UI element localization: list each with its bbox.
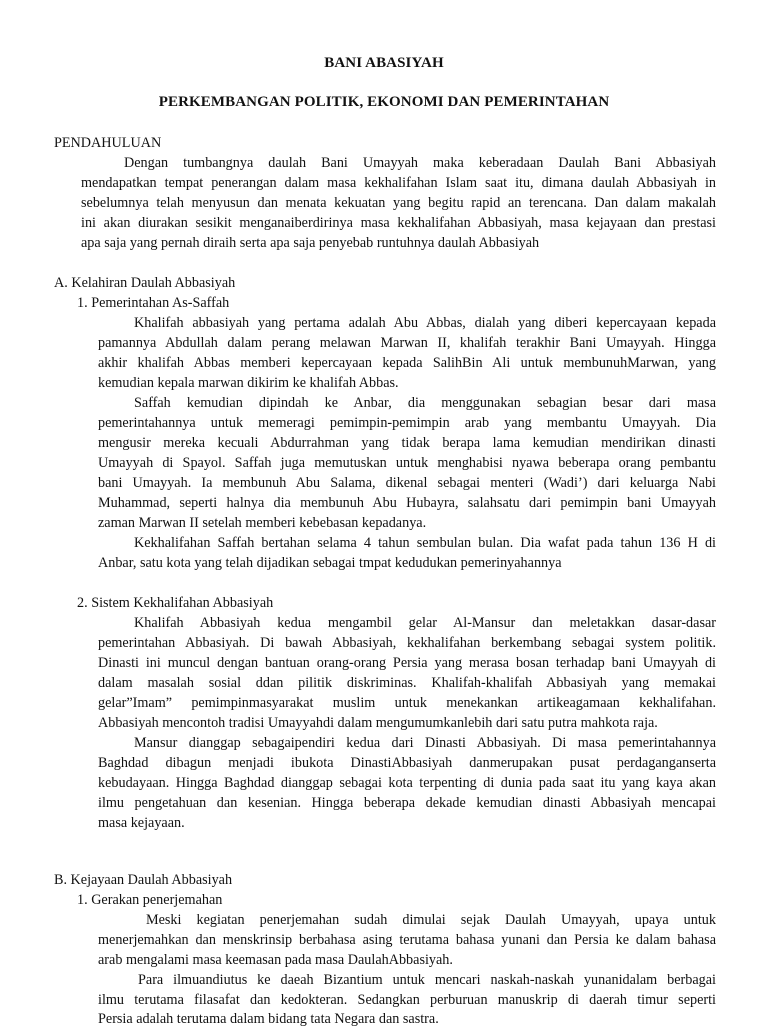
paragraph-line: Mansur dianggap sebagaipendiri kedua dari Dinasti Abbasiyah. Di masa pemerintahannya bbox=[134, 735, 716, 751]
paragraph-line: Abbasiyah mencontoh tradisi Umayyahdi dalam mengumumkanlebih dari satu putra mahkota raja. bbox=[98, 715, 658, 731]
section-b-heading: B. Kejayaan Daulah Abbasiyah bbox=[54, 872, 233, 888]
paragraph-line: menerjemahkan dan menskrinsip berbahasa asing terutama bahasa yunani dan Persia ke dalam bahasa bbox=[98, 932, 716, 948]
paragraph-line: dalam masalah sosial ddan pilitik diskriminas. Khalifah-khalifah Abbasiyah yang memakai bbox=[98, 675, 716, 691]
paragraph-line: masa kejayaan. bbox=[98, 815, 185, 831]
paragraph-line: sebelumnya telah menyusun dan menata kekuatan yang begitu rapid an terencana. Dan dalam makalah bbox=[81, 195, 716, 211]
paragraph-line: akhir khalifah Abbas memberi kepercayaan kepada SalihBin Ali untuk membunuhMarwan, yang bbox=[98, 355, 716, 371]
paragraph-line: Persia adalah terutama dalam bidang tata Negara dan sastra. bbox=[98, 1011, 439, 1027]
paragraph-line: mendapatkan tempat penerangan dalam masa kekhalifahan Islam saat itu, dimana daulah Abbasiyah in bbox=[81, 175, 716, 191]
paragraph-line: Meski kegiatan penerjemahan sudah dimulai sejak Daulah Umayyah, upaya untuk bbox=[146, 912, 716, 928]
paragraph-line: Baghdad dibagun menjadi ibukota DinastiAbbasiyah danmerupakan pusat perdaganganserta bbox=[98, 755, 716, 771]
paragraph-line: Para ilmuandiutus ke daeah Bizantium untuk mencari naskah-naskah yunanidalam berbagai bbox=[138, 972, 716, 988]
paragraph-line: bani Umayyah. Ia membunuh Abu Salama, dikenal sebagai menteri (Wadi’) dari keluarga Nabi bbox=[98, 475, 716, 491]
paragraph-line: gelar”Imam” pemimpinmasyarakat muslim untuk menekankan artikeagamaan kekhalifahan. bbox=[98, 695, 716, 711]
paragraph-line: pemerintahan Abbasiyah. Di bawah Abbasiyah, kekhalifahan berkembang sebagai system politik. bbox=[98, 635, 716, 651]
section-a-heading: A. Kelahiran Daulah Abbasiyah bbox=[54, 275, 236, 291]
document-subtitle: PERKEMBANGAN POLITIK, EKONOMI DAN PEMERINTAHAN bbox=[158, 94, 610, 110]
section-a1-heading: 1. Pemerintahan As-Saffah bbox=[77, 295, 230, 311]
paragraph-line: pamannya Abdullah dalam perang melawan Marwan II, khalifah terakhir Bani Umayyah. Hingga bbox=[98, 335, 716, 351]
paragraph-line: Dengan tumbangnya daulah Bani Umayyah maka keberadaan Daulah Bani Abbasiyah bbox=[124, 155, 716, 171]
paragraph-line: Muhammad, seperti halnya dia membunuh Abu Hubayra, salahsatu dari pemimpin bani Umayyah bbox=[98, 495, 716, 511]
paragraph-line: kemudian kepala marwan dikirim ke khalifah Abbas. bbox=[98, 375, 399, 391]
section-a2-heading: 2. Sistem Kekhalifahan Abbasiyah bbox=[77, 595, 274, 611]
paragraph-line: zaman Marwan II setelah memberi kebebasan kepadanya. bbox=[98, 515, 427, 531]
document-title: BANI ABASIYAH bbox=[324, 55, 444, 71]
paragraph-line: apa saja yang pernah diraih serta apa saja penyebab runtuhnya daulah Abbasiyah bbox=[81, 235, 540, 251]
paragraph-line: Dinasti ini muncul dengan bantuan orang-orang Persia yang merasa bosan terhadap bani Umayyah di bbox=[98, 655, 716, 671]
paragraph-line: arab mengalami masa keemasan pada masa DaulahAbbasiyah. bbox=[98, 952, 453, 968]
paragraph-line: Khalifah abbasiyah yang pertama adalah Abu Abbas, dialah yang diberi kepercayaan kepada bbox=[134, 315, 716, 331]
section-b1-heading: 1. Gerakan penerjemahan bbox=[77, 892, 223, 908]
paragraph-line: pemerintahannya untuk memeragi pemimpin-pemimpin arab yang membantu Umayyah. Dia bbox=[98, 415, 716, 431]
paragraph-line: ilmu pengetahuan dan kesenian. Hingga beberapa dekade kemudian dinasti Abbasiyah mencapai bbox=[98, 795, 716, 811]
intro-heading: PENDAHULUAN bbox=[54, 135, 162, 151]
paragraph-line: Anbar, satu kota yang telah dijadikan sebagai tmpat kedudukan pemerinyahannya bbox=[98, 555, 562, 571]
paragraph-line: Saffah kemudian dipindah ke Anbar, dia menggunakan sebagian besar dari masa bbox=[134, 395, 716, 411]
paragraph-line: ilmu terutama filasafat dan kedokteran. Sedangkan perburuan manuskrip di daerah timur seperti bbox=[98, 992, 716, 1008]
paragraph-line: Umayyah di Spayol. Saffah juga memutuskan untuk menghabisi nyawa beberapa orang pembantu bbox=[98, 455, 716, 471]
paragraph-line: ini akan diurakan sesikit menganaiberdirinya masa kekhalifahan Abbasiyah, masa kejayaan dan prestasi bbox=[81, 215, 716, 231]
paragraph-line: Khalifah Abbasiyah kedua mengambil gelar Al-Mansur dan meletakkan dasar-dasar bbox=[134, 615, 716, 631]
paragraph-line: mengusir mereka kecuali Abdurrahman yang tidak berapa lama kemudian mendirikan dinasti bbox=[98, 435, 716, 451]
paragraph-line: Kekhalifahan Saffah bertahan selama 4 tahun sembulan bulan. Dia wafat pada tahun 136 H di bbox=[134, 535, 716, 551]
paragraph-line: kebudayaan. Hingga Baghdad dianggap sebagai kota terpenting di dunia pada saat itu yang kaya akan bbox=[98, 775, 716, 791]
